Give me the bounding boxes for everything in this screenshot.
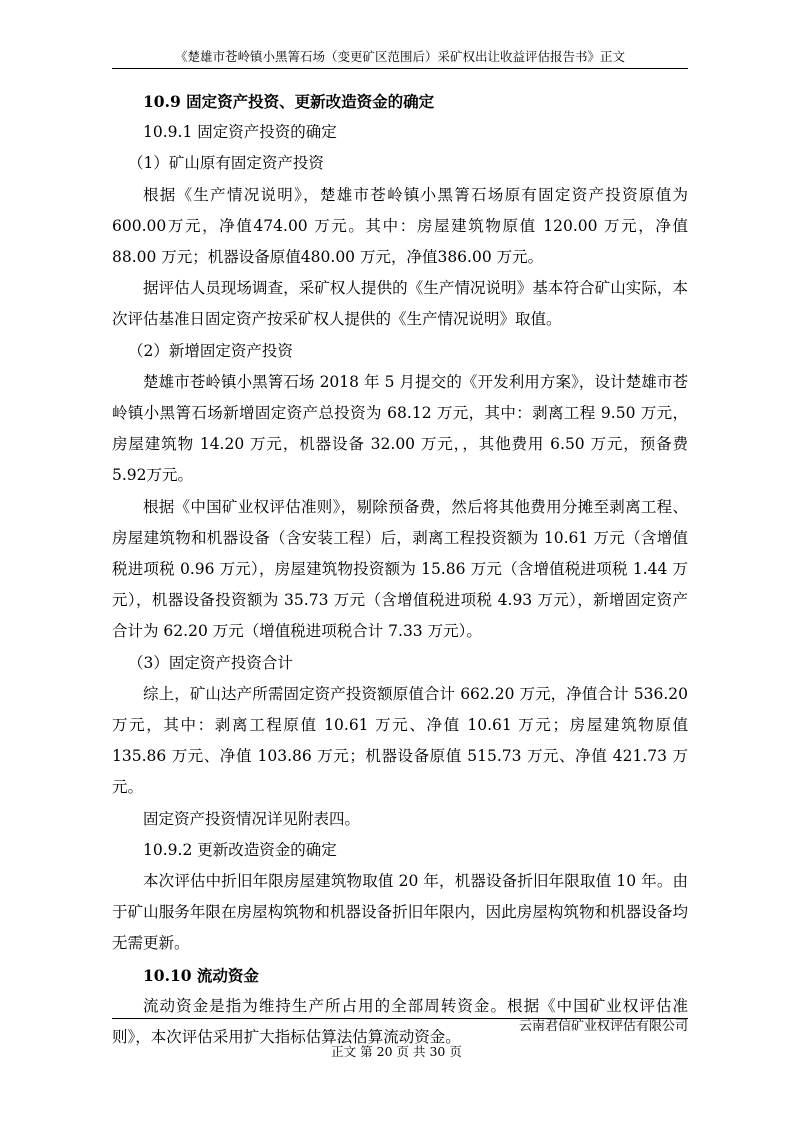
subsection-heading-10-9-2: 10.9.2 更新改造资金的确定 [143,840,337,859]
paragraph-working-capital: 流动资金是指为维持生产所占用的全部周转资金。根据《中国矿业权评估准则》，本次评估采用扩大指标估算法估算流动资金。 [112,996,688,1047]
company-name: 云南君信矿业权评估有限公司 [518,1019,688,1034]
item-heading-2: （2）新增固定资产投资 [128,341,293,360]
running-header: 《楚雄市苍岭镇小黑箐石场（变更矿区范围后）采矿权出让收益评估报告书》正文 [174,49,625,64]
item-heading-3: （3）固定资产投资合计 [128,653,293,672]
item-heading-1: （1）矿山原有固定资产投资 [128,154,324,173]
paragraph-original-assets: 根据《生产情况说明》，楚雄市苍岭镇小黑箐石场原有固定资产投资原值为600.00万元，净值474.00 万元。其中：房屋建筑物原值 120.00 万元，净值 88.00 万元；机器设备原值480.00 万元，净值386.00 万元。 [112,185,688,267]
paragraph-depreciation: 本次评估中折旧年限房屋建筑物取值 20 年，机器设备折旧年限取值 10 年。由于矿山服务年限在房屋构筑物和机器设备折旧年限内，因此房屋构筑物和机器设备均无需更新。 [112,872,688,953]
paragraph-appendix-reference: 固定资产投资情况详见附表四。 [143,809,361,828]
page-number: 正文 第 20 页 共 30 页 [331,1044,462,1059]
section-heading-10-10: 10.10 流动资金 [143,965,259,985]
document-body [112,86,688,1053]
header-divider [112,68,688,69]
subsection-heading-10-9-1: 10.9.1 固定资产投资的确定 [143,123,337,142]
paragraph-new-investment: 楚雄市苍岭镇小黑箐石场 2018 年 5 月提交的《开发利用方案》，设计楚雄市苍岭镇小黑箐石场新增固定资产总投资为 68.12 万元，其中：剥离工程 9.50 万元，房屋建筑物 14.20 万元，机器设备 32.00 万元，，其他费用 6.50 万元，预备费 5.92万元。 [112,372,688,485]
paragraph-investment-total: 综上，矿山达产所需固定资产投资额原值合计 662.20 万元，净值合计 536.20万元，其中：剥离工程原值 10.61 万元、净值 10.61 万元；房屋建筑物原值 135.86 万元、净值 103.86 万元；机器设备原值 515.73 万元、净值 421.73 万元。 [112,684,688,797]
paragraph-site-survey: 据评估人员现场调查，采矿权人提供的《生产情况说明》基本符合矿山实际，本次评估基准日固定资产按采矿权人提供的《生产情况说明》取值。 [112,279,688,329]
section-heading-10-9: 10.9 固定资产投资、更新改造资金的确定 [143,92,435,111]
paragraph-allocation: 根据《中国矿业权评估准则》，剔除预备费，然后将其他费用分摊至剥离工程、房屋建筑物和机器设备（含安装工程）后，剥离工程投资额为 10.61 万元（含增值税进项税 0.96 万元），房屋建筑物投资额为 15.86 万元（含增值税进项税 1.44 万元），机器设备投资额为 35.73 万元（含增值税进项税 4.93 万元），新增固定资产合计为 62.20 万元（增值税进项税合计 7.33 万元）。 [112,497,688,641]
